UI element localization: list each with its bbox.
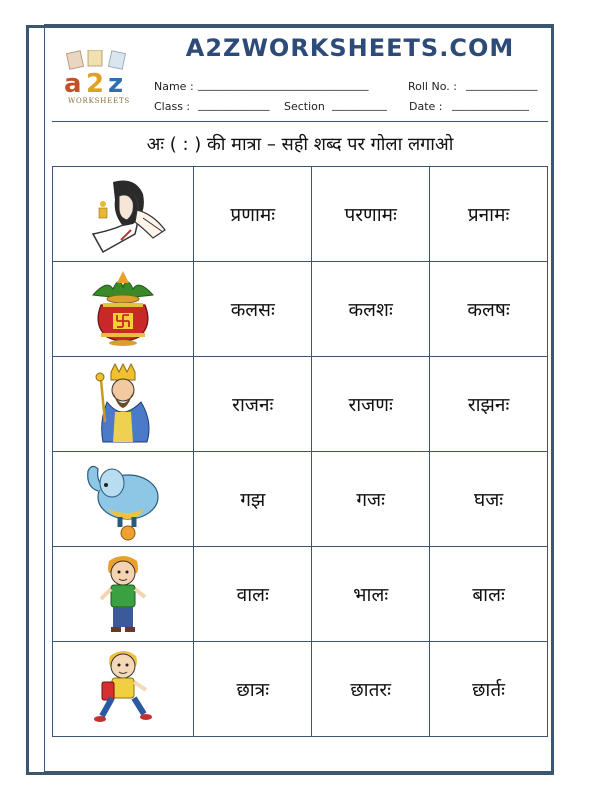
option-1-1[interactable]: प्रणामः	[194, 167, 312, 262]
woman-namaste-picture	[53, 167, 194, 262]
king-picture	[53, 357, 194, 452]
site-title: A2ZWORKSHEETS.COM	[185, 34, 515, 62]
class-field[interactable]: _____________	[198, 98, 270, 111]
table-row	[53, 357, 548, 452]
section-label: Section	[284, 100, 325, 113]
option-5-1[interactable]: वालः	[194, 547, 312, 642]
table-row	[53, 167, 548, 262]
option-5-3[interactable]: बालः	[430, 547, 548, 642]
table-row	[53, 262, 548, 357]
kalash-pot-picture	[53, 262, 194, 357]
svg-text:a: a	[64, 69, 82, 99]
option-4-2[interactable]: गजः	[312, 452, 430, 547]
date-label: Date :	[409, 100, 443, 113]
boy-picture	[53, 547, 194, 642]
table-row	[53, 642, 548, 737]
instruction-row	[52, 121, 548, 165]
option-6-3[interactable]: छार्तः	[430, 642, 548, 737]
table-row	[53, 547, 548, 642]
table-row	[53, 452, 548, 547]
elephant-on-ball-picture	[53, 452, 194, 547]
a2z-logo	[58, 50, 140, 106]
option-3-3[interactable]: राझनः	[430, 357, 548, 452]
logo-subtitle: WORKSHEETS	[67, 97, 131, 105]
date-field[interactable]: ______________	[452, 98, 529, 111]
instruction-text: अः ( : ) की मात्रा – सही शब्द पर गोला लगाओ	[146, 134, 454, 155]
option-1-3[interactable]: प्रनामः	[430, 167, 548, 262]
name-field[interactable]: _______________________________	[198, 78, 369, 91]
section-field[interactable]: __________	[332, 98, 387, 111]
option-1-2[interactable]: परणामः	[312, 167, 430, 262]
roll-label: Roll No. :	[408, 80, 457, 93]
schoolboy-with-bag-picture	[53, 642, 194, 737]
option-5-2[interactable]: भालः	[312, 547, 430, 642]
option-3-2[interactable]: राजणः	[312, 357, 430, 452]
option-6-1[interactable]: छात्रः	[194, 642, 312, 737]
option-2-3[interactable]: कलषः	[430, 262, 548, 357]
option-2-1[interactable]: कलसः	[194, 262, 312, 357]
option-3-1[interactable]: राजनः	[194, 357, 312, 452]
class-label: Class :	[154, 100, 191, 113]
option-2-2[interactable]: कलशः	[312, 262, 430, 357]
option-4-3[interactable]: घजः	[430, 452, 548, 547]
option-4-1[interactable]: गझ	[194, 452, 312, 547]
svg-text:2: 2	[86, 69, 105, 99]
roll-field[interactable]: _____________	[466, 78, 538, 91]
option-6-2[interactable]: छातरः	[312, 642, 430, 737]
svg-text:z: z	[108, 69, 124, 99]
name-label: Name :	[154, 80, 194, 93]
worksheet-table	[52, 166, 548, 737]
